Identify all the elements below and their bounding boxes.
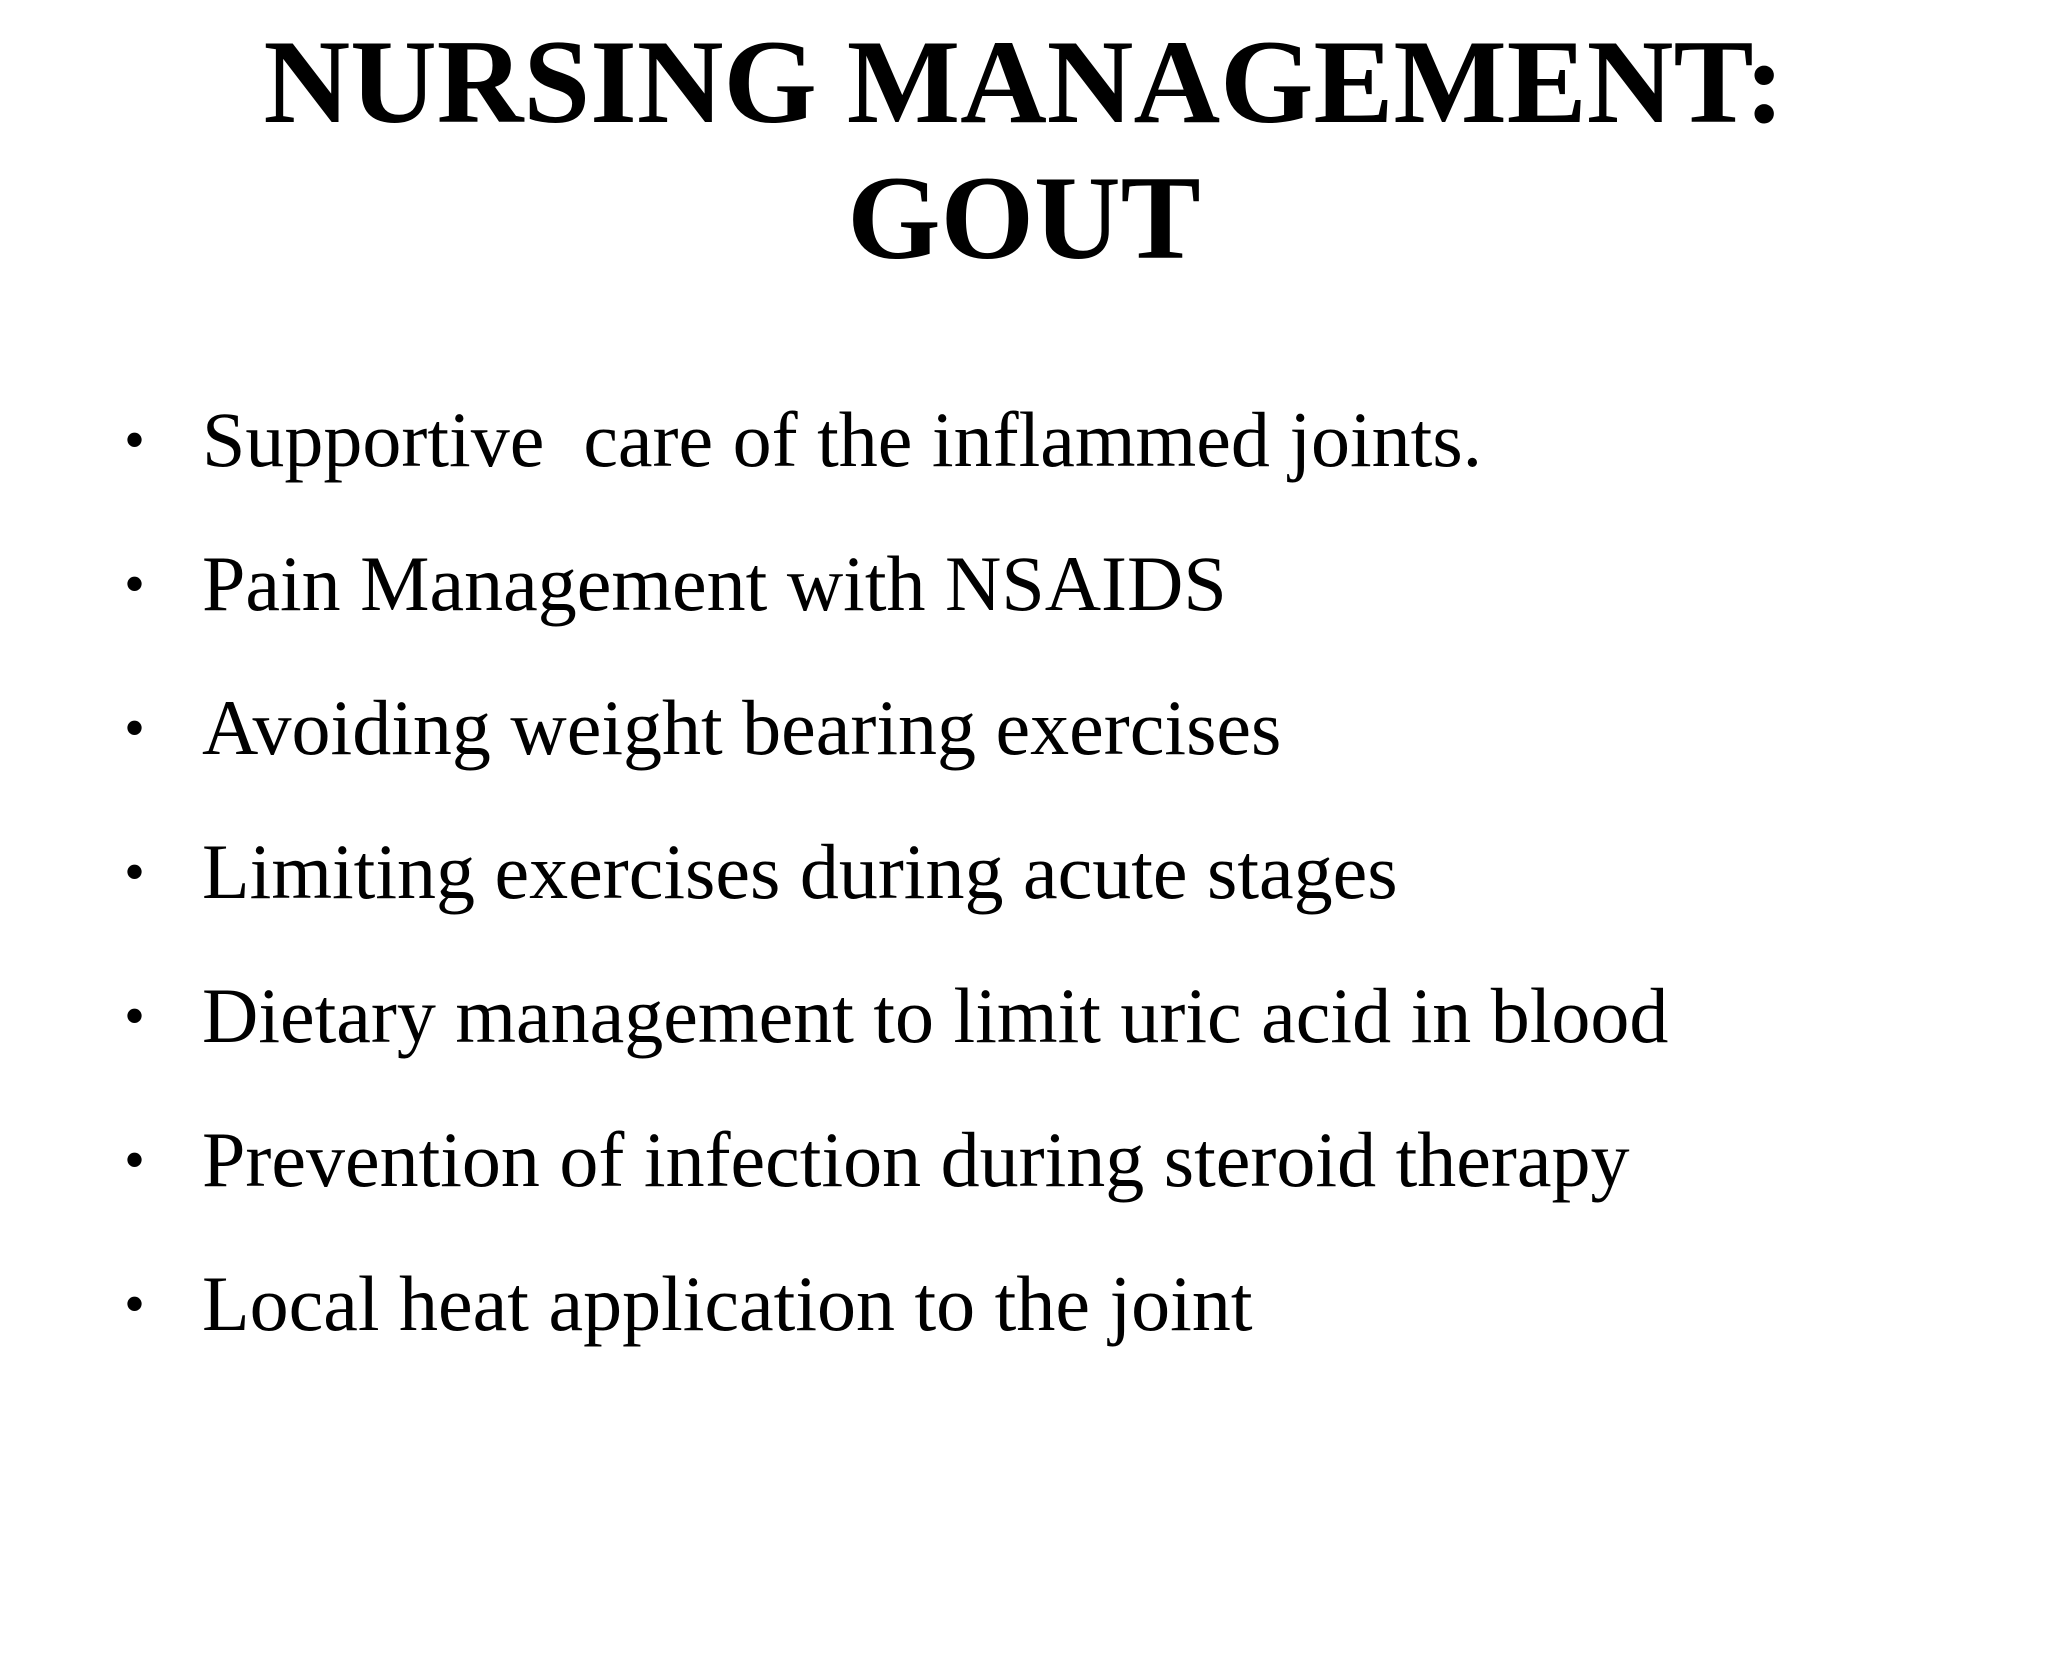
- bullet-icon: •: [124, 983, 146, 1049]
- bullet-item-dietary-management: [0, 964, 2048, 1108]
- bullet-text: Avoiding weight bearing exercises: [202, 684, 1282, 771]
- bullet-item-avoid-weight-bearing: [0, 676, 2048, 820]
- bullet-text: Dietary management to limit uric acid in blood: [202, 972, 1669, 1059]
- bullet-text: Local heat application to the joint: [202, 1260, 1253, 1347]
- bullet-list: [0, 388, 2048, 1396]
- bullet-item-infection-prevention: [0, 1108, 2048, 1252]
- bullet-icon: •: [124, 1271, 146, 1337]
- title-line-1: NURSING MANAGEMENT:: [263, 15, 1785, 148]
- bullet-text: Supportive care of the inflammed joints.: [202, 396, 1483, 483]
- bullet-text: Limiting exercises during acute stages: [202, 828, 1398, 915]
- bullet-icon: •: [124, 407, 146, 473]
- bullet-text: Prevention of infection during steroid therapy: [202, 1116, 1630, 1203]
- bullet-icon: •: [124, 839, 146, 905]
- bullet-item-local-heat: [0, 1252, 2048, 1396]
- title-line-2: GOUT: [847, 151, 1201, 284]
- bullet-item-pain-management: [0, 532, 2048, 676]
- bullet-item-supportive-care: [0, 388, 2048, 532]
- slide-title: [0, 14, 2048, 286]
- bullet-item-limit-exercises: [0, 820, 2048, 964]
- bullet-text: Pain Management with NSAIDS: [202, 540, 1227, 627]
- bullet-icon: •: [124, 695, 146, 761]
- bullet-icon: •: [124, 1127, 146, 1193]
- bullet-icon: •: [124, 551, 146, 617]
